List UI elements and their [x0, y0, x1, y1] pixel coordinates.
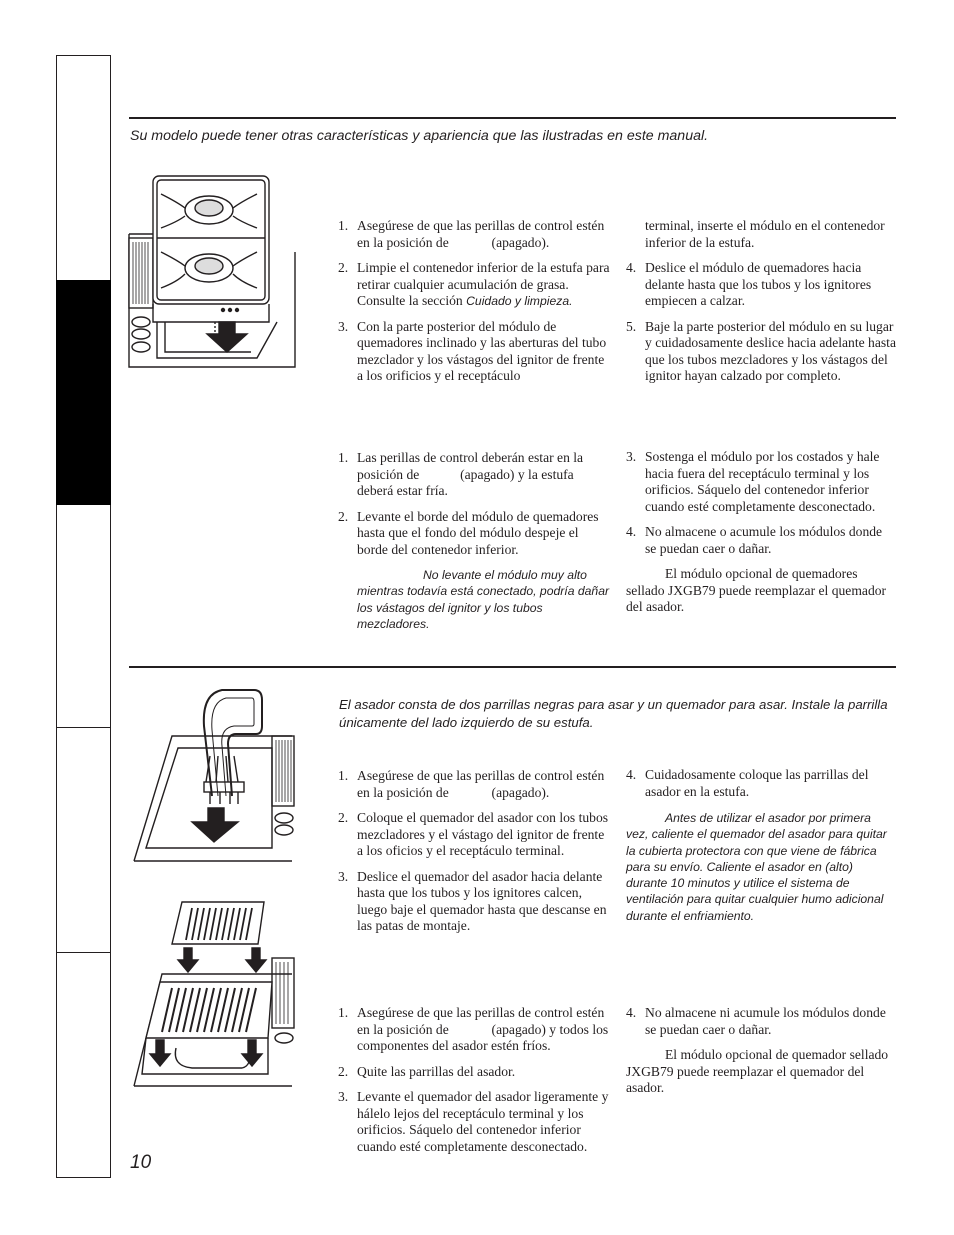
- side-tab-divider: [56, 727, 111, 728]
- side-tab-active: [56, 280, 111, 505]
- intro-text: Su modelo puede tener otras características y apariencia que las ilustradas en este manual.: [130, 128, 709, 144]
- list-item: 3. Levante el quemador del asador ligeramente y hálelo lejos del receptáculo terminal y los orificios. Sáquelo del contenedor inferior cuando esté completamente desconectado.: [338, 1089, 609, 1154]
- install-grill-steps-right: [626, 767, 896, 933]
- list-item: 3. Sostenga el módulo por los costados y hale hacia fuera del receptáculo terminal y los orificios. Sáquelo del contenedor inferior cuando esté completamente desconectado.: [626, 449, 880, 514]
- burner-module-illustration: [127, 172, 297, 372]
- list-item: 1. Asegúrese de que las perillas de control estén en la posición de (apagado).: [338, 768, 605, 800]
- remove-module-steps-left: [338, 450, 610, 641]
- install-grill-steps-left: [338, 768, 610, 944]
- list-item: 1. Las perillas de control deberán estar en la posición de (apagado) y la estufa deberá estar fría.: [338, 450, 584, 498]
- grill-grates-illustration: [132, 898, 297, 1093]
- top-rule: [129, 117, 896, 119]
- page-number: 10: [130, 1152, 152, 1173]
- first-use-note: Antes de utilizar el asador por primera vez, caliente el quemador del asador para quitar la cubierta protectora con que viene de fábrica para su envío. Caliente el asador en (alto) durante 10 minutos y utilice el sistema de ventilación para quitar cualquier humo adicional durante el enfriamiento.: [626, 811, 887, 923]
- list-item: 2. Levante el borde del módulo de quemadores hasta que el fondo del módulo despeje el borde del contenedor inferior.: [338, 508, 599, 557]
- remove-grill-steps-right: [626, 1005, 896, 1106]
- list-item: 2. Limpie el contenedor inferior de la estufa para retirar cualquier acumulación de grasa. Consulte la sección Cuidado y limpieza.: [338, 260, 610, 308]
- list-item: 1. Asegúrese de que las perillas de control estén en la posición de (apagado) y todos los componentes del asador estén fríos.: [338, 1005, 609, 1053]
- install-module-steps-left: [338, 218, 610, 394]
- list-item: 2. Coloque el quemador del asador con los tubos mezcladores y el vástago del ignitor de frente a los oficios y el receptáculo terminal.: [338, 810, 609, 858]
- grill-intro-text: El asador consta de dos parrillas negras para asar y un quemador para asar. Instale la parrilla únicamente del lado izquierdo de su estufa.: [339, 697, 888, 730]
- optional-module-note: El módulo opcional de quemador sellado JXGB79 puede reemplazar el quemador del asador.: [626, 1047, 889, 1095]
- install-module-steps-right: [626, 218, 896, 394]
- section-rule: [129, 666, 896, 668]
- list-item: 4. No almacene o acumule los módulos donde se puedan caer o dañar.: [626, 524, 883, 556]
- list-item: 5. Baje la parte posterior del módulo en su lugar y cuidadosamente deslice hacia adelante hasta que los tubos mezcladores y los vástagos del ignitor hayan calzado por completo.: [626, 318, 896, 383]
- list-item: 2. Quite las parrillas del asador.: [338, 1063, 516, 1079]
- list-item: 3. Con la parte posterior del módulo de quemadores inclinado y las aberturas del tubo mezclador y los vástagos del ignitor de frente a los orificios y el receptáculo: [338, 318, 607, 383]
- side-tab-divider: [56, 952, 111, 953]
- caution-note: No levante el módulo muy alto mientras todavía está conectado, podría dañar los vástagos del ignitor y los tubos mezcladores.: [357, 568, 610, 631]
- remove-module-steps-right: [626, 449, 896, 625]
- list-item: 4. Cuidadosamente coloque las parrillas del asador en la estufa.: [626, 767, 869, 799]
- remove-grill-steps-left: [338, 1005, 610, 1164]
- side-tab-frame: [56, 55, 111, 1178]
- list-item: 4. No almacene ni acumule los módulos donde se puedan caer o dañar.: [626, 1005, 886, 1037]
- list-item: 1. Asegúrese de que las perillas de control estén en la posición de (apagado).: [338, 218, 605, 250]
- list-item: 4. Deslice el módulo de quemadores hacia delante hasta que los tubos y los ignitores empiecen a calzar.: [626, 260, 872, 308]
- optional-module-note: El módulo opcional de quemadores sellado JXGB79 puede reemplazar el quemador del asador.: [626, 566, 887, 614]
- list-item: 3. Deslice el quemador del asador hacia delante hasta que los tubos y los ignitores calcen, luego baje el quemador hasta que descanse en las patas de montaje.: [338, 868, 607, 933]
- grill-burner-illustration: [132, 686, 297, 871]
- step-continuation: terminal, inserte el módulo en el contenedor inferior de la estufa.: [645, 218, 885, 250]
